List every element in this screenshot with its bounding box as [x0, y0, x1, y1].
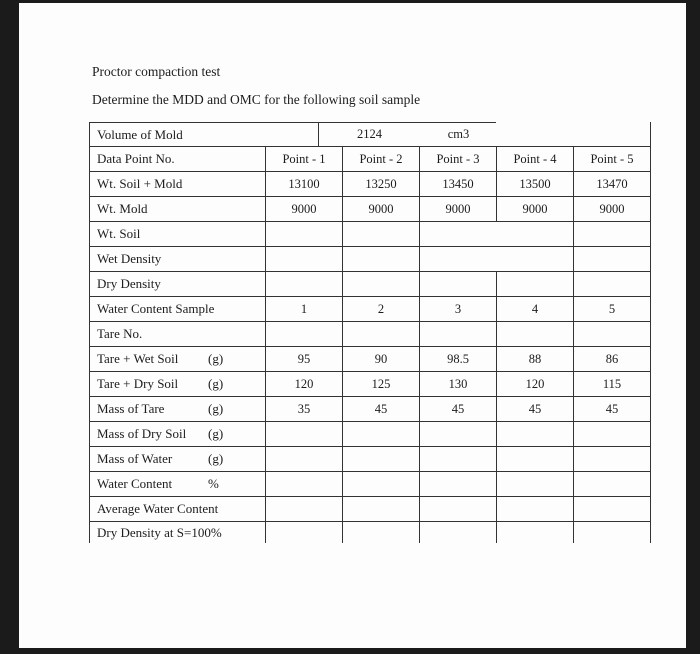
row-unit-label: % [208, 476, 219, 491]
table-cell-label: Water Content Sample [97, 301, 215, 316]
table-cell-value: 120 [496, 372, 573, 396]
table-cell-value [496, 272, 573, 296]
table-row [90, 422, 650, 447]
table-row [90, 222, 650, 247]
table-cell-value: 13470 [573, 172, 650, 196]
table-row [90, 322, 650, 347]
table-cell-label: Data Point No. [97, 151, 175, 166]
table-row [90, 347, 650, 372]
table-cell-value [573, 522, 650, 543]
table-cell-value: 115 [573, 372, 650, 396]
table-cell-value [419, 422, 496, 446]
table-cell-value: 86 [573, 347, 650, 371]
table-cell-value: 3 [419, 297, 496, 321]
scan-border-top [0, 0, 700, 3]
table-cell-value [419, 472, 496, 496]
table-cell-value: 125 [342, 372, 419, 396]
table-row-volume [90, 122, 650, 147]
partial-top-border [319, 122, 496, 123]
table-cell-value [496, 422, 573, 446]
table-cell-value: 90 [342, 347, 419, 371]
table-cell-label: Mass of Water (g) [97, 451, 224, 466]
table-cell-value: 120 [265, 372, 342, 396]
table-cell-value: 45 [342, 397, 419, 421]
table-cell-value: 9000 [496, 197, 573, 221]
table-row [90, 297, 650, 322]
table-cell-value [419, 272, 496, 296]
table-cell-value: Point - 4 [496, 147, 573, 171]
table-cell-value: 88 [496, 347, 573, 371]
table-cell-value [573, 497, 650, 521]
table-cell-value: Point - 3 [419, 147, 496, 171]
table-cell-value [496, 497, 573, 521]
table-cell-value [342, 447, 419, 471]
table-row [90, 147, 650, 172]
scan-border-bottom [0, 648, 700, 654]
table-cell-value [342, 222, 419, 246]
table-cell-value [419, 247, 573, 271]
table-row [90, 497, 650, 522]
table-cell-label: Water Content % [97, 476, 219, 491]
table-cell-value [496, 447, 573, 471]
table-cell-value [496, 322, 573, 346]
table-cell-label: Wt. Soil [97, 226, 141, 241]
table-cell-value [342, 272, 419, 296]
row-unit-label: (g) [208, 426, 224, 441]
table-cell-value [265, 497, 342, 521]
table-cell-value [573, 272, 650, 296]
table-cell-value [265, 472, 342, 496]
table-cell-value [265, 447, 342, 471]
table-cell-value: 95 [265, 347, 342, 371]
table-cell-value [419, 322, 496, 346]
table-cell-value: 9000 [419, 197, 496, 221]
table-cell-label: Dry Density [97, 276, 161, 291]
volume-value: 2124 [357, 126, 382, 141]
table-cell-value [342, 472, 419, 496]
table-cell-label: Mass of Tare (g) [97, 401, 224, 416]
table-cell-value: 45 [496, 397, 573, 421]
document-subtitle: Determine the MDD and OMC for the following soil sample [92, 92, 421, 107]
table-cell-label: Tare + Dry Soil (g) [97, 376, 224, 391]
row-unit-label: (g) [208, 401, 224, 416]
table-cell-label: Wt. Soil + Mold [97, 176, 183, 191]
table-cell-volume-label: Volume of Mold [90, 122, 318, 146]
table-cell-value [265, 272, 342, 296]
table-cell-value [419, 222, 573, 246]
table-cell-value [265, 422, 342, 446]
table-row [90, 397, 650, 422]
table-cell-value: 35 [265, 397, 342, 421]
proctor-data-table [89, 122, 651, 543]
table-cell-value [342, 497, 419, 521]
table-cell-value: 130 [419, 372, 496, 396]
table-row [90, 247, 650, 272]
table-cell-value [573, 322, 650, 346]
table-cell-label: Tare No. [97, 326, 143, 341]
table-cell-label: Mass of Dry Soil (g) [97, 426, 224, 441]
table-cell-value [573, 247, 650, 271]
table-cell-value: 9000 [265, 197, 342, 221]
table-row [90, 372, 650, 397]
table-cell-value: Point - 5 [573, 147, 650, 171]
table-cell-label: Average Water Content [97, 501, 219, 516]
table-cell-value [265, 322, 342, 346]
volume-unit: cm3 [447, 126, 470, 141]
table-row [90, 472, 650, 497]
table-row [90, 447, 650, 472]
table-cell-value: 45 [419, 397, 496, 421]
table-cell-value: 5 [573, 297, 650, 321]
table-cell-value: 45 [573, 397, 650, 421]
table-cell-value [496, 472, 573, 496]
table-cell-label: Wt. Mold [97, 201, 148, 216]
document-title: Proctor compaction test [92, 64, 221, 79]
table-cell-value: 1 [265, 297, 342, 321]
table-cell-value [265, 222, 342, 246]
table-cell-value [573, 472, 650, 496]
scan-border-right [686, 0, 700, 654]
table-cell-value [342, 522, 419, 543]
table-cell-value: 9000 [342, 197, 419, 221]
table-cell-value [342, 247, 419, 271]
table-cell-value: 9000 [573, 197, 650, 221]
table-cell-value: 13450 [419, 172, 496, 196]
table-cell-value [342, 322, 419, 346]
table-cell-value [573, 447, 650, 471]
table-cell-value: 98.5 [419, 347, 496, 371]
table-cell-value [265, 247, 342, 271]
table-row [90, 172, 650, 197]
table-cell-value [419, 522, 496, 543]
table-cell-label: Wet Density [97, 251, 162, 266]
scan-border-left [0, 0, 19, 654]
table-cell-value: 4 [496, 297, 573, 321]
table-cell-value [419, 447, 496, 471]
table-cell-value [419, 497, 496, 521]
table-cell-value [265, 522, 342, 543]
table-row [90, 197, 650, 222]
table-cell-label: Tare + Wet Soil (g) [97, 351, 224, 366]
table-cell-value [496, 522, 573, 543]
row-unit-label: (g) [208, 451, 224, 466]
table-row [90, 522, 650, 543]
row-unit-label: (g) [208, 351, 224, 366]
table-cell-value: Point - 1 [265, 147, 342, 171]
table-cell-value: 2 [342, 297, 419, 321]
table-cell-value [573, 222, 650, 246]
table-cell-value [573, 422, 650, 446]
table-row [90, 272, 650, 297]
table-cell-value [342, 422, 419, 446]
table-cell-volume-value [318, 122, 650, 146]
table-cell-label: Dry Density at S=100% [97, 524, 222, 540]
table-cell-value: Point - 2 [342, 147, 419, 171]
table-cell-value: 13100 [265, 172, 342, 196]
row-unit-label: (g) [208, 376, 224, 391]
table-cell-value: 13250 [342, 172, 419, 196]
table-cell-value: 13500 [496, 172, 573, 196]
